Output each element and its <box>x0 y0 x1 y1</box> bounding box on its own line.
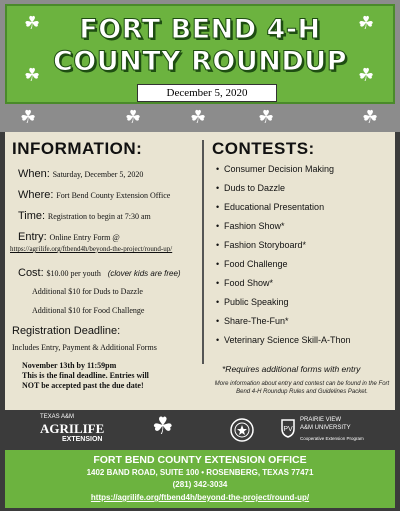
pv-line1: PRAIRIE VIEW <box>300 417 342 423</box>
time-row <box>18 210 151 222</box>
contest-item: • Food Show* <box>224 278 273 288</box>
contest-item: • Food Challenge <box>224 259 288 269</box>
footer-phone: (281) 342-3034 <box>172 480 228 489</box>
column-divider <box>202 140 204 364</box>
footer-address: 1402 BAND ROAD, SUITE 100 • ROSENBERG, TEXAS 77471 <box>86 468 314 477</box>
deadline-date: November 13th by 11:59pm <box>22 361 117 370</box>
clover-icon: ☘ <box>152 413 174 440</box>
event-date: December 5, 2020 <box>137 84 277 102</box>
where-label: Where: <box>18 189 54 201</box>
contests-heading: CONTESTS: <box>212 139 315 158</box>
clover-icon: ☘ <box>24 13 41 33</box>
clover-icon: ☘ <box>20 107 37 127</box>
additional-duds: Additional $10 for Duds to Dazzle <box>32 287 143 296</box>
title-line2: COUNTY ROUNDUP <box>52 46 348 77</box>
cost-note: (clover kids are free) <box>107 269 181 278</box>
clover-icon: ☘ <box>258 107 275 127</box>
deadline-note1: This is the final deadline. Entries will <box>22 371 149 380</box>
agrilife-main: AGRILIFE <box>40 421 105 436</box>
clover-icon: ☘ <box>24 65 41 85</box>
contest-item: • Fashion Show* <box>224 221 285 231</box>
deadline-label: Registration Deadline: <box>12 325 121 337</box>
when-row <box>18 168 143 180</box>
footer <box>5 450 395 508</box>
pv-line3: Cooperative Extension Program <box>300 436 364 441</box>
clover-icon: ☘ <box>358 13 375 33</box>
entry-value: Online Entry Form @ <box>49 233 120 242</box>
clover-icon: ☘ <box>362 107 379 127</box>
agrilife-top: TEXAS A&M <box>40 414 75 420</box>
footer-office: FORT BEND COUNTY EXTENSION OFFICE <box>93 454 307 466</box>
clover-icon: ☘ <box>190 107 207 127</box>
pv-shield-icon <box>280 418 296 438</box>
svg-text:PV: PV <box>283 426 293 433</box>
title-line1: FORT BEND 4-H <box>79 14 321 45</box>
contest-item: • Duds to Dazzle <box>224 183 285 193</box>
where-row <box>18 189 170 201</box>
clover-icon: ☘ <box>125 107 142 127</box>
texas-seal-icon <box>230 418 254 442</box>
footer-link[interactable]: https://agrilife.org/ftbend4h/beyond-the-project/round-up/ <box>90 493 310 502</box>
cost-label: Cost: <box>18 267 44 279</box>
when-label: When: <box>18 168 50 180</box>
cost-value: $10.00 per youth <box>46 269 101 278</box>
cost-row <box>18 267 181 279</box>
contest-item: • Educational Presentation <box>224 202 324 212</box>
deadline-includes: Includes Entry, Payment & Additional Forms <box>12 343 157 352</box>
additional-food: Additional $10 for Food Challenge <box>32 306 145 315</box>
agrilife-sub: EXTENSION <box>62 436 103 443</box>
entry-label: Entry: <box>18 231 47 243</box>
deadline-note2: NOT be accepted past the due date! <box>22 381 144 390</box>
contest-item: • Share-The-Fun* <box>224 316 289 326</box>
entry-link[interactable]: https://agrilife.org/ftbend4h/beyond-the-project/round-up/ <box>10 245 173 253</box>
entry-row <box>18 231 120 243</box>
contest-item: • Consumer Decision Making <box>224 164 334 174</box>
when-value: Saturday, December 5, 2020 <box>52 170 144 179</box>
more-info: More information about entry and contest can be found in the Fort Bend 4-H Roundup Rules and Guidelines Packet. <box>214 381 390 395</box>
contest-item: • Veterinary Science Skill-A-Thon <box>224 335 351 345</box>
header-banner <box>5 4 395 104</box>
information-heading: INFORMATION: <box>12 139 143 158</box>
where-value: Fort Bend County Extension Office <box>56 191 171 200</box>
contest-item: • Public Speaking <box>224 297 289 307</box>
contest-item: • Fashion Storyboard* <box>224 240 306 250</box>
requires-note: *Requires additional forms with entry <box>222 364 361 374</box>
pv-line2: A&M UNIVERSITY <box>300 425 351 431</box>
time-label: Time: <box>18 210 46 222</box>
time-value: Registration to begin at 7:30 am <box>47 212 151 221</box>
clover-icon: ☘ <box>358 65 375 85</box>
